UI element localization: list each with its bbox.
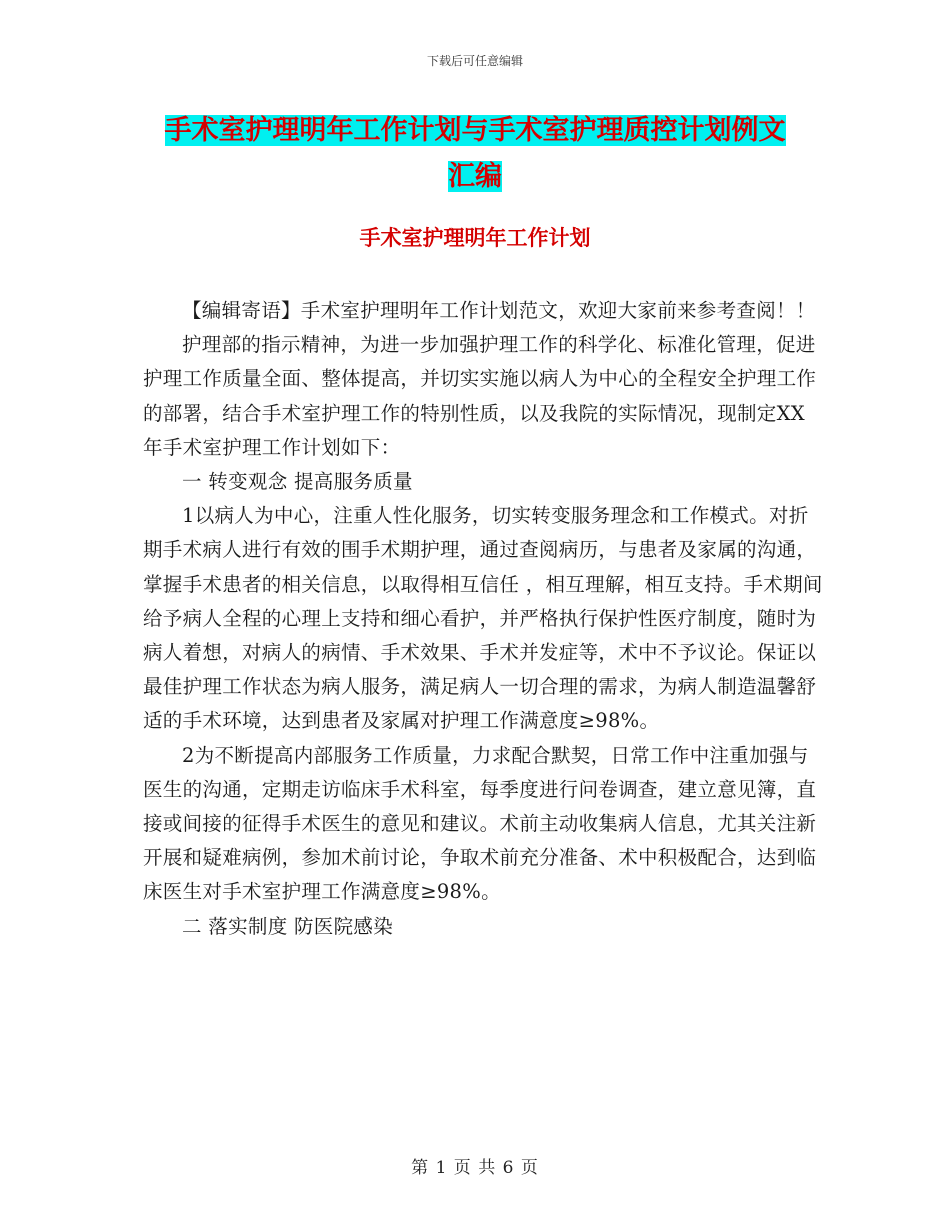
document-title (120, 108, 830, 200)
section-title: 手术室护理明年工作计划 (359, 226, 591, 250)
paragraph-item-2: 2为不断提高内部服务工作质量，力求配合默契，日常工作中注重加强与医生的沟通，定期走访临床手术科室，每季度进行问卷调查，建立意见簿，直接或间接的征得手术医生的意见和建议。术前主动收集病人信息，尤其关注新开展和疑难病例，参加术前讨论，争取术前充分准备、术中积极配合，达到临床医生对手术室护理工作满意度≥98%。 (143, 743, 817, 904)
paragraph-editor-note: 【编辑寄语】手术室护理明年工作计划范文，欢迎大家前来参考查阅！！ (182, 299, 816, 322)
header-note: 下载后可任意编辑 (426, 54, 523, 68)
body-text (143, 294, 823, 944)
heading-one: 一 转变观念 提高服务质量 (182, 470, 413, 494)
paragraph-intro: 护理部的指示精神，为进一步加强护理工作的科学化、标准化管理，促进护理工作质量全面、整体提高，并切实实施以病人为中心的全程安全护理工作的部署，结合手术室护理工作的特别性质，以及我院的实际情况，现制定XX年手术室护理工作计划如下： (143, 333, 817, 459)
paragraph-item-1: 1以病人为中心，注重人性化服务，切实转变服务理念和工作模式。对折期手术病人进行有效的围手术期护理，通过查阅病历，与患者及家属的沟通，掌握手术患者的相关信息，以取得相互信任 ，相互理解，相互支持。手术期间给予病人全程的心理上支持和细心看护，并严格执行保护性医疗制度，随时为病人着想，对病人的病情、手术效果、手术并发症等，术中不予议论。保证以最佳护理工作状态为病人服务，满足病人一切合理的需求，为病人制造温馨舒适的手术环境，达到患者及家属对护理工作满意度≥98%。 (143, 504, 823, 733)
document-title-line-2: 汇编 (448, 161, 502, 192)
heading-two: 二 落实制度 防医院感染 (182, 914, 393, 938)
page-footer: 第 1 页 共 6 页 (411, 1158, 539, 1178)
document-title-line-1: 手术室护理明年工作计划与手术室护理质控计划例文 (164, 115, 786, 146)
